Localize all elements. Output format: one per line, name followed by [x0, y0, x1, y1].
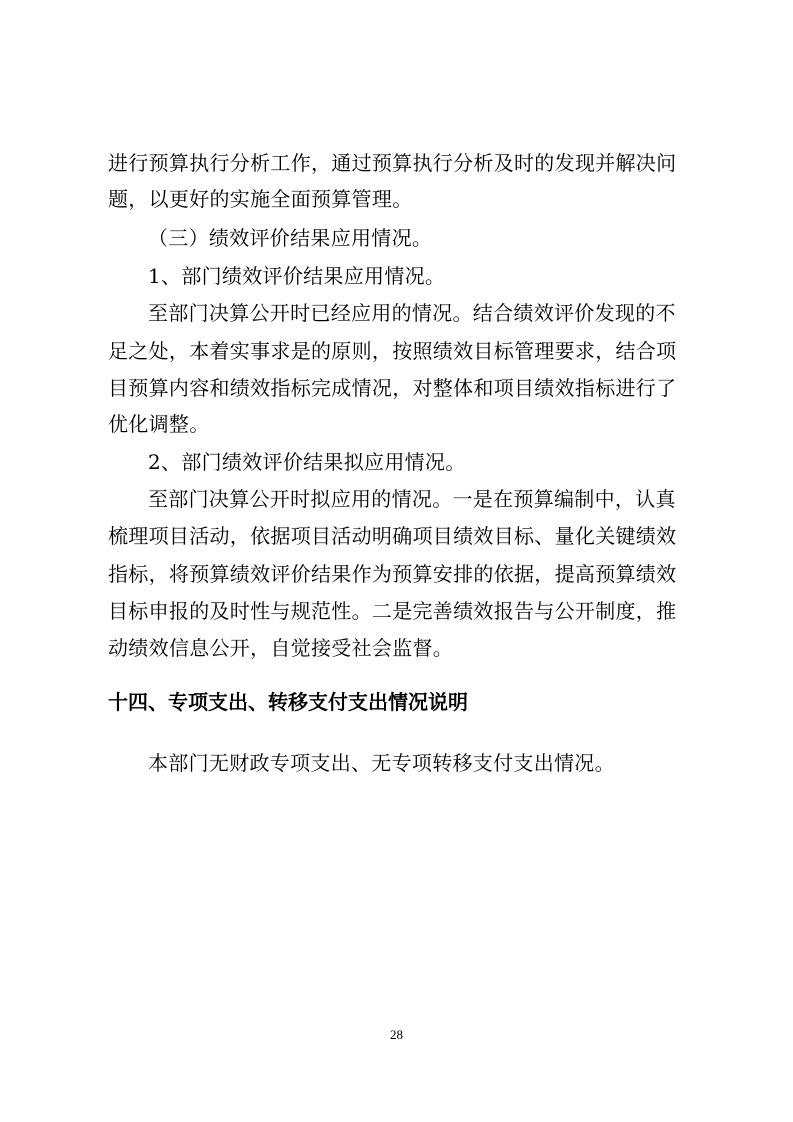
subsection-heading: （三）绩效评价结果应用情况。	[148, 226, 433, 250]
paragraph-line: 梳理项目活动，依据项目活动明确项目绩效目标、量化关键绩效	[108, 524, 677, 548]
paragraph-line: 至部门决算公开时已经应用的情况。结合绩效评价发现的不	[148, 301, 676, 325]
paragraph-line: 足之处，本着实事求是的原则，按照绩效目标管理要求，结合项	[108, 339, 677, 363]
paragraph-line: 目预算内容和绩效指标完成情况，对整体和项目绩效指标进行了	[108, 376, 677, 400]
paragraph-line: 进行预算执行分析工作，通过预算执行分析及时的发现并解决问	[108, 151, 677, 175]
section-heading: 十四、专项支出、转移支付支出情况说明	[108, 690, 468, 714]
item-heading: 1、部门绩效评价结果应用情况。	[148, 264, 446, 288]
paragraph-line: 题，以更好的实施全面预算管理。	[108, 187, 413, 211]
page-number: 28	[390, 1027, 403, 1042]
paragraph-line: 优化调整。	[108, 412, 210, 436]
paragraph-line: 至部门决算公开时拟应用的情况。一是在预算编制中，认真	[148, 487, 676, 511]
section-body: 本部门无财政专项支出、无专项转移支付支出情况。	[148, 751, 615, 775]
paragraph-line: 指标，将预算绩效评价结果作为预算安排的依据，提高预算绩效	[108, 562, 677, 586]
paragraph-line: 动绩效信息公开，自觉接受社会监督。	[108, 636, 454, 660]
item-heading: 2、部门绩效评价结果拟应用情况。	[148, 450, 466, 474]
paragraph-line: 目标申报的及时性与规范性。二是完善绩效报告与公开制度，推	[108, 599, 677, 623]
